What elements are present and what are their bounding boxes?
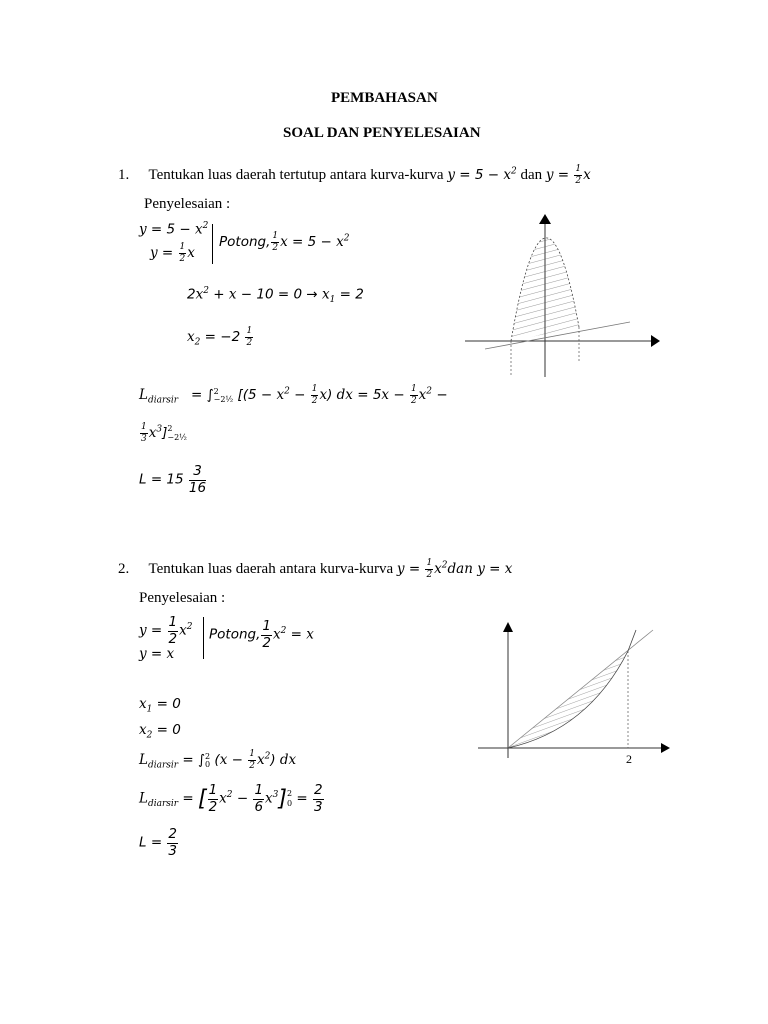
problem-1-result-denominator: 16 [188, 479, 207, 496]
problem-2-eval-denominator: 3 [313, 798, 323, 815]
problem-1-quadratic: $2x^2 + x - 10 = 0 \to x_1 = 2$ [187, 286, 364, 306]
problem-2-graph [478, 620, 678, 770]
problem-1-system-eq-1: $y = 5 - x^2$ [139, 221, 209, 238]
problem-2-result-numerator: 2 [168, 826, 178, 842]
problem-1-area-integral: $L_{diarsir}$ = ∫ 2 −2½ [($5 - x^2$ − $\frac{1}{2}$ x) dx = 5x − $\frac{1}{2}$ $x^2$ − [139, 384, 448, 406]
problem-1-intersection: Potong, $\frac{1}{2}$ $x = 5 - x^2$ [219, 231, 350, 253]
problem-2-intersection: Potong, $\frac{1}{2}$ $x^2 = x$ [209, 618, 314, 651]
problem-1-statement [118, 165, 591, 186]
problem-2-system-eq-1: y = $\frac{1}{2}$ $x^2$ [139, 614, 193, 647]
problem-1-system-bar [212, 224, 213, 264]
page-subtitle: SOAL DAN PENYELESAIAN [283, 125, 481, 141]
problem-2-root-1: $x_1 = 0$ [139, 696, 181, 715]
problem-1-curve-2: y = $\frac{1}{2}$ x [545, 164, 591, 186]
problem-2-root-2: $x_2 = 0$ [139, 722, 181, 741]
problem-1-area-integral-cont: $\frac{1}{3}$ $x^3$] 2 −2½ [141, 422, 187, 444]
problem-2-result-label: L = [139, 834, 163, 851]
problem-1-potong-label: Potong, [219, 234, 271, 250]
problem-2-area-integral: $L_{diarsir}$ = ∫ 2 0 (x − $\frac{1}{2}$ $x^2$) dx [139, 749, 297, 771]
problem-1-number: 1. [118, 167, 130, 183]
problem-2-area-sub: diarsir [147, 760, 179, 771]
problem-2-result [139, 828, 179, 858]
problem-2-statement [118, 559, 512, 580]
problem-1-result: L = 15 $\frac{3}{16}$ [139, 463, 207, 496]
problem-2-curves: y = $\frac{1}{2}$ $x^2dan$ y = x [396, 558, 513, 580]
problem-2-number: 2. [118, 561, 130, 577]
problem-2-system-eq-2: y = x [139, 646, 175, 662]
problem-2-graph-tick-2: 2 [626, 752, 632, 766]
problem-1-graph [465, 212, 665, 382]
problem-2-result-denominator: 3 [168, 842, 178, 859]
problem-1-and: dan [520, 167, 543, 183]
problem-1-curve-1: $y = 5 - x^2$ [447, 166, 517, 183]
problem-1-root-2: $x_2 = -2$ $\frac{1}{2}$ [187, 326, 253, 348]
problem-2-text: Tentukan luas daerah antara kurva-kurva [148, 561, 394, 577]
problem-2-system-bar [203, 617, 204, 659]
problem-2-area-evaluation: $L_{diarsir}$ = [ $\frac{1}{2}$ $x^2$ − $\frac{1}{6}$ $x^3$] 2 0 = $\frac{2}{3}$ [139, 782, 323, 815]
problem-1-system-eq-2: y = $\frac{1}{2}$ x [150, 242, 195, 264]
problem-2-eval-numerator: 2 [313, 782, 323, 798]
page-title: PEMBAHASAN [331, 90, 438, 106]
problem-1-text: Tentukan luas daerah tertutup antara kurva-kurva [148, 167, 444, 183]
problem-1-solution-label: Penyelesaian : [144, 196, 231, 212]
problem-2-solution-label: Penyelesaian : [139, 590, 226, 606]
problem-2-potong-label: Potong, [209, 626, 261, 643]
problem-1-result-numerator: 3 [189, 465, 206, 481]
